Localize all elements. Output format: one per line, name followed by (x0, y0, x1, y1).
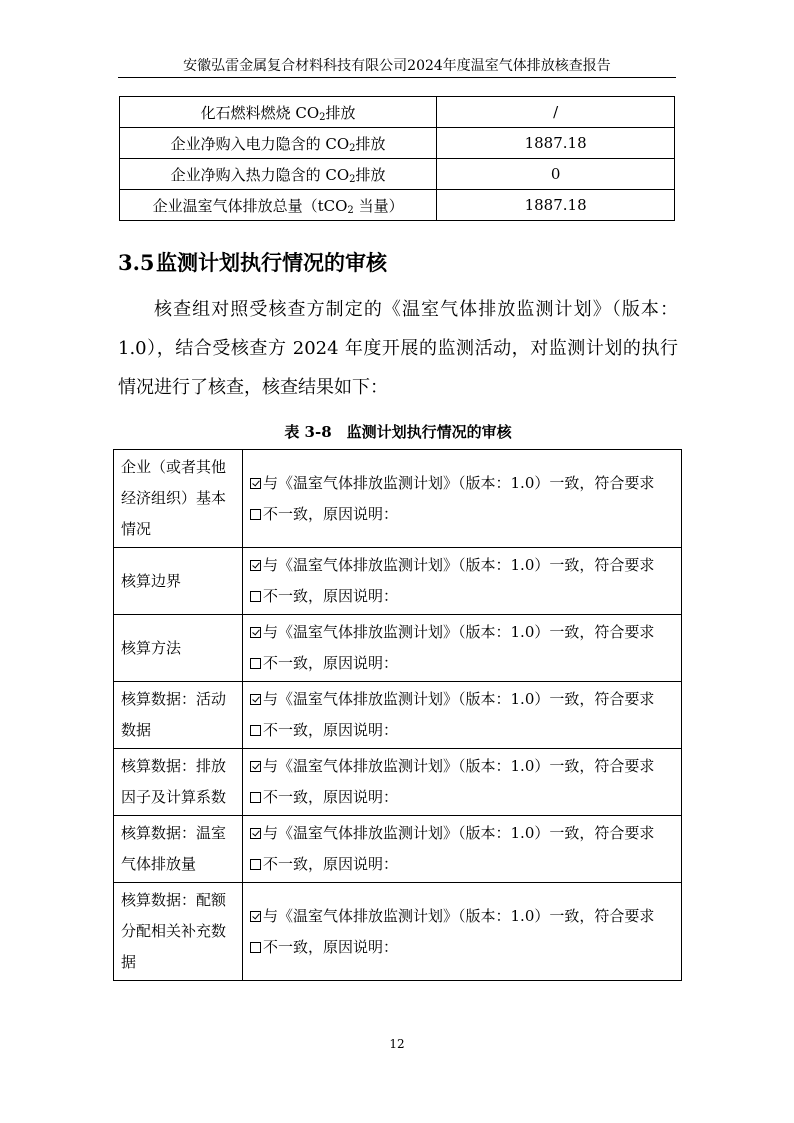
row-label: 核算数据：活动数据 (114, 682, 243, 749)
table-row (114, 883, 682, 981)
table-row (114, 816, 682, 883)
empty-box-icon (250, 658, 261, 669)
empty-box-icon (250, 509, 261, 520)
section-heading (118, 248, 387, 278)
table-row (114, 450, 682, 548)
empty-box-icon (250, 859, 261, 870)
row-value: 1887.18 (437, 190, 675, 221)
table-row (120, 97, 675, 128)
row-result (243, 682, 682, 749)
row-value: 0 (437, 159, 675, 190)
emissions-summary-table (119, 96, 675, 221)
inconsistent-option: 不一致，原因说明： (250, 932, 675, 963)
row-label: 化石燃料燃烧 $CO_2$排放 (120, 97, 437, 128)
table-row (114, 682, 682, 749)
page-header: 安徽弘雷金属复合材料科技有限公司2024年度温室气体排放核查报告 (183, 58, 611, 74)
row-result (243, 450, 682, 548)
table-row (114, 749, 682, 816)
consistent-option: 与《温室气体排放监测计划》（版本：1.0）一致，符合要求 (250, 617, 675, 648)
section-number: 3.5 (118, 250, 155, 275)
section-title: 监测计划执行情况的审核 (156, 250, 387, 275)
row-label: 企业净购入热力隐含的 $CO_2$排放 (120, 159, 437, 190)
row-label: 核算方法 (114, 615, 243, 682)
row-label: 核算数据：排放因子及计算系数 (114, 749, 243, 816)
monitoring-review-table (113, 449, 682, 981)
checked-box-icon (250, 911, 261, 922)
table-row (114, 615, 682, 682)
checked-box-icon (250, 828, 261, 839)
empty-box-icon (250, 792, 261, 803)
table-row (120, 190, 675, 221)
consistent-option: 与《温室气体排放监测计划》（版本：1.0）一致，符合要求 (250, 468, 675, 499)
row-label: 企业（或者其他经济组织）基本情况 (114, 450, 243, 548)
row-label: 企业净购入电力隐含的 $CO_2$排放 (120, 128, 437, 159)
inconsistent-option: 不一致，原因说明： (250, 581, 675, 612)
row-label: 核算边界 (114, 548, 243, 615)
inconsistent-option: 不一致，原因说明： (250, 499, 675, 530)
checked-box-icon (250, 694, 261, 705)
row-result (243, 749, 682, 816)
consistent-option: 与《温室气体排放监测计划》（版本：1.0）一致，符合要求 (250, 684, 675, 715)
checked-box-icon (250, 627, 261, 638)
table-row (120, 159, 675, 190)
consistent-option: 与《温室气体排放监测计划》（版本：1.0）一致，符合要求 (250, 901, 675, 932)
checked-box-icon (250, 761, 261, 772)
page-number: 12 (389, 1037, 405, 1051)
row-value: / (437, 97, 675, 128)
inconsistent-option: 不一致，原因说明： (250, 648, 675, 679)
table-caption: 表 3-8 监测计划执行情况的审核 (284, 423, 512, 441)
empty-box-icon (250, 725, 261, 736)
row-label: 企业温室气体排放总量（tCO$_2$ 当量） (120, 190, 437, 221)
checked-box-icon (250, 478, 261, 489)
consistent-option: 与《温室气体排放监测计划》（版本：1.0）一致，符合要求 (250, 818, 675, 849)
table-row (114, 548, 682, 615)
row-label: 核算数据：温室气体排放量 (114, 816, 243, 883)
checked-box-icon (250, 560, 261, 571)
consistent-option: 与《温室气体排放监测计划》（版本：1.0）一致，符合要求 (250, 550, 675, 581)
row-label: 核算数据：配额分配相关补充数据 (114, 883, 243, 981)
inconsistent-option: 不一致，原因说明： (250, 715, 675, 746)
row-value: 1887.18 (437, 128, 675, 159)
row-result (243, 615, 682, 682)
row-result (243, 883, 682, 981)
table-row (120, 128, 675, 159)
row-result (243, 816, 682, 883)
row-result (243, 548, 682, 615)
empty-box-icon (250, 942, 261, 953)
header-rule (118, 77, 676, 78)
inconsistent-option: 不一致，原因说明： (250, 849, 675, 880)
consistent-option: 与《温室气体排放监测计划》（版本：1.0）一致，符合要求 (250, 751, 675, 782)
section-paragraph: 核查组对照受核查方制定的《温室气体排放监测计划》（版本：1.0），结合受核查方 2024 年度开展的监测活动，对监测计划的执行情况进行了核查，核查结果如下： (118, 299, 678, 398)
inconsistent-option: 不一致，原因说明： (250, 782, 675, 813)
empty-box-icon (250, 591, 261, 602)
